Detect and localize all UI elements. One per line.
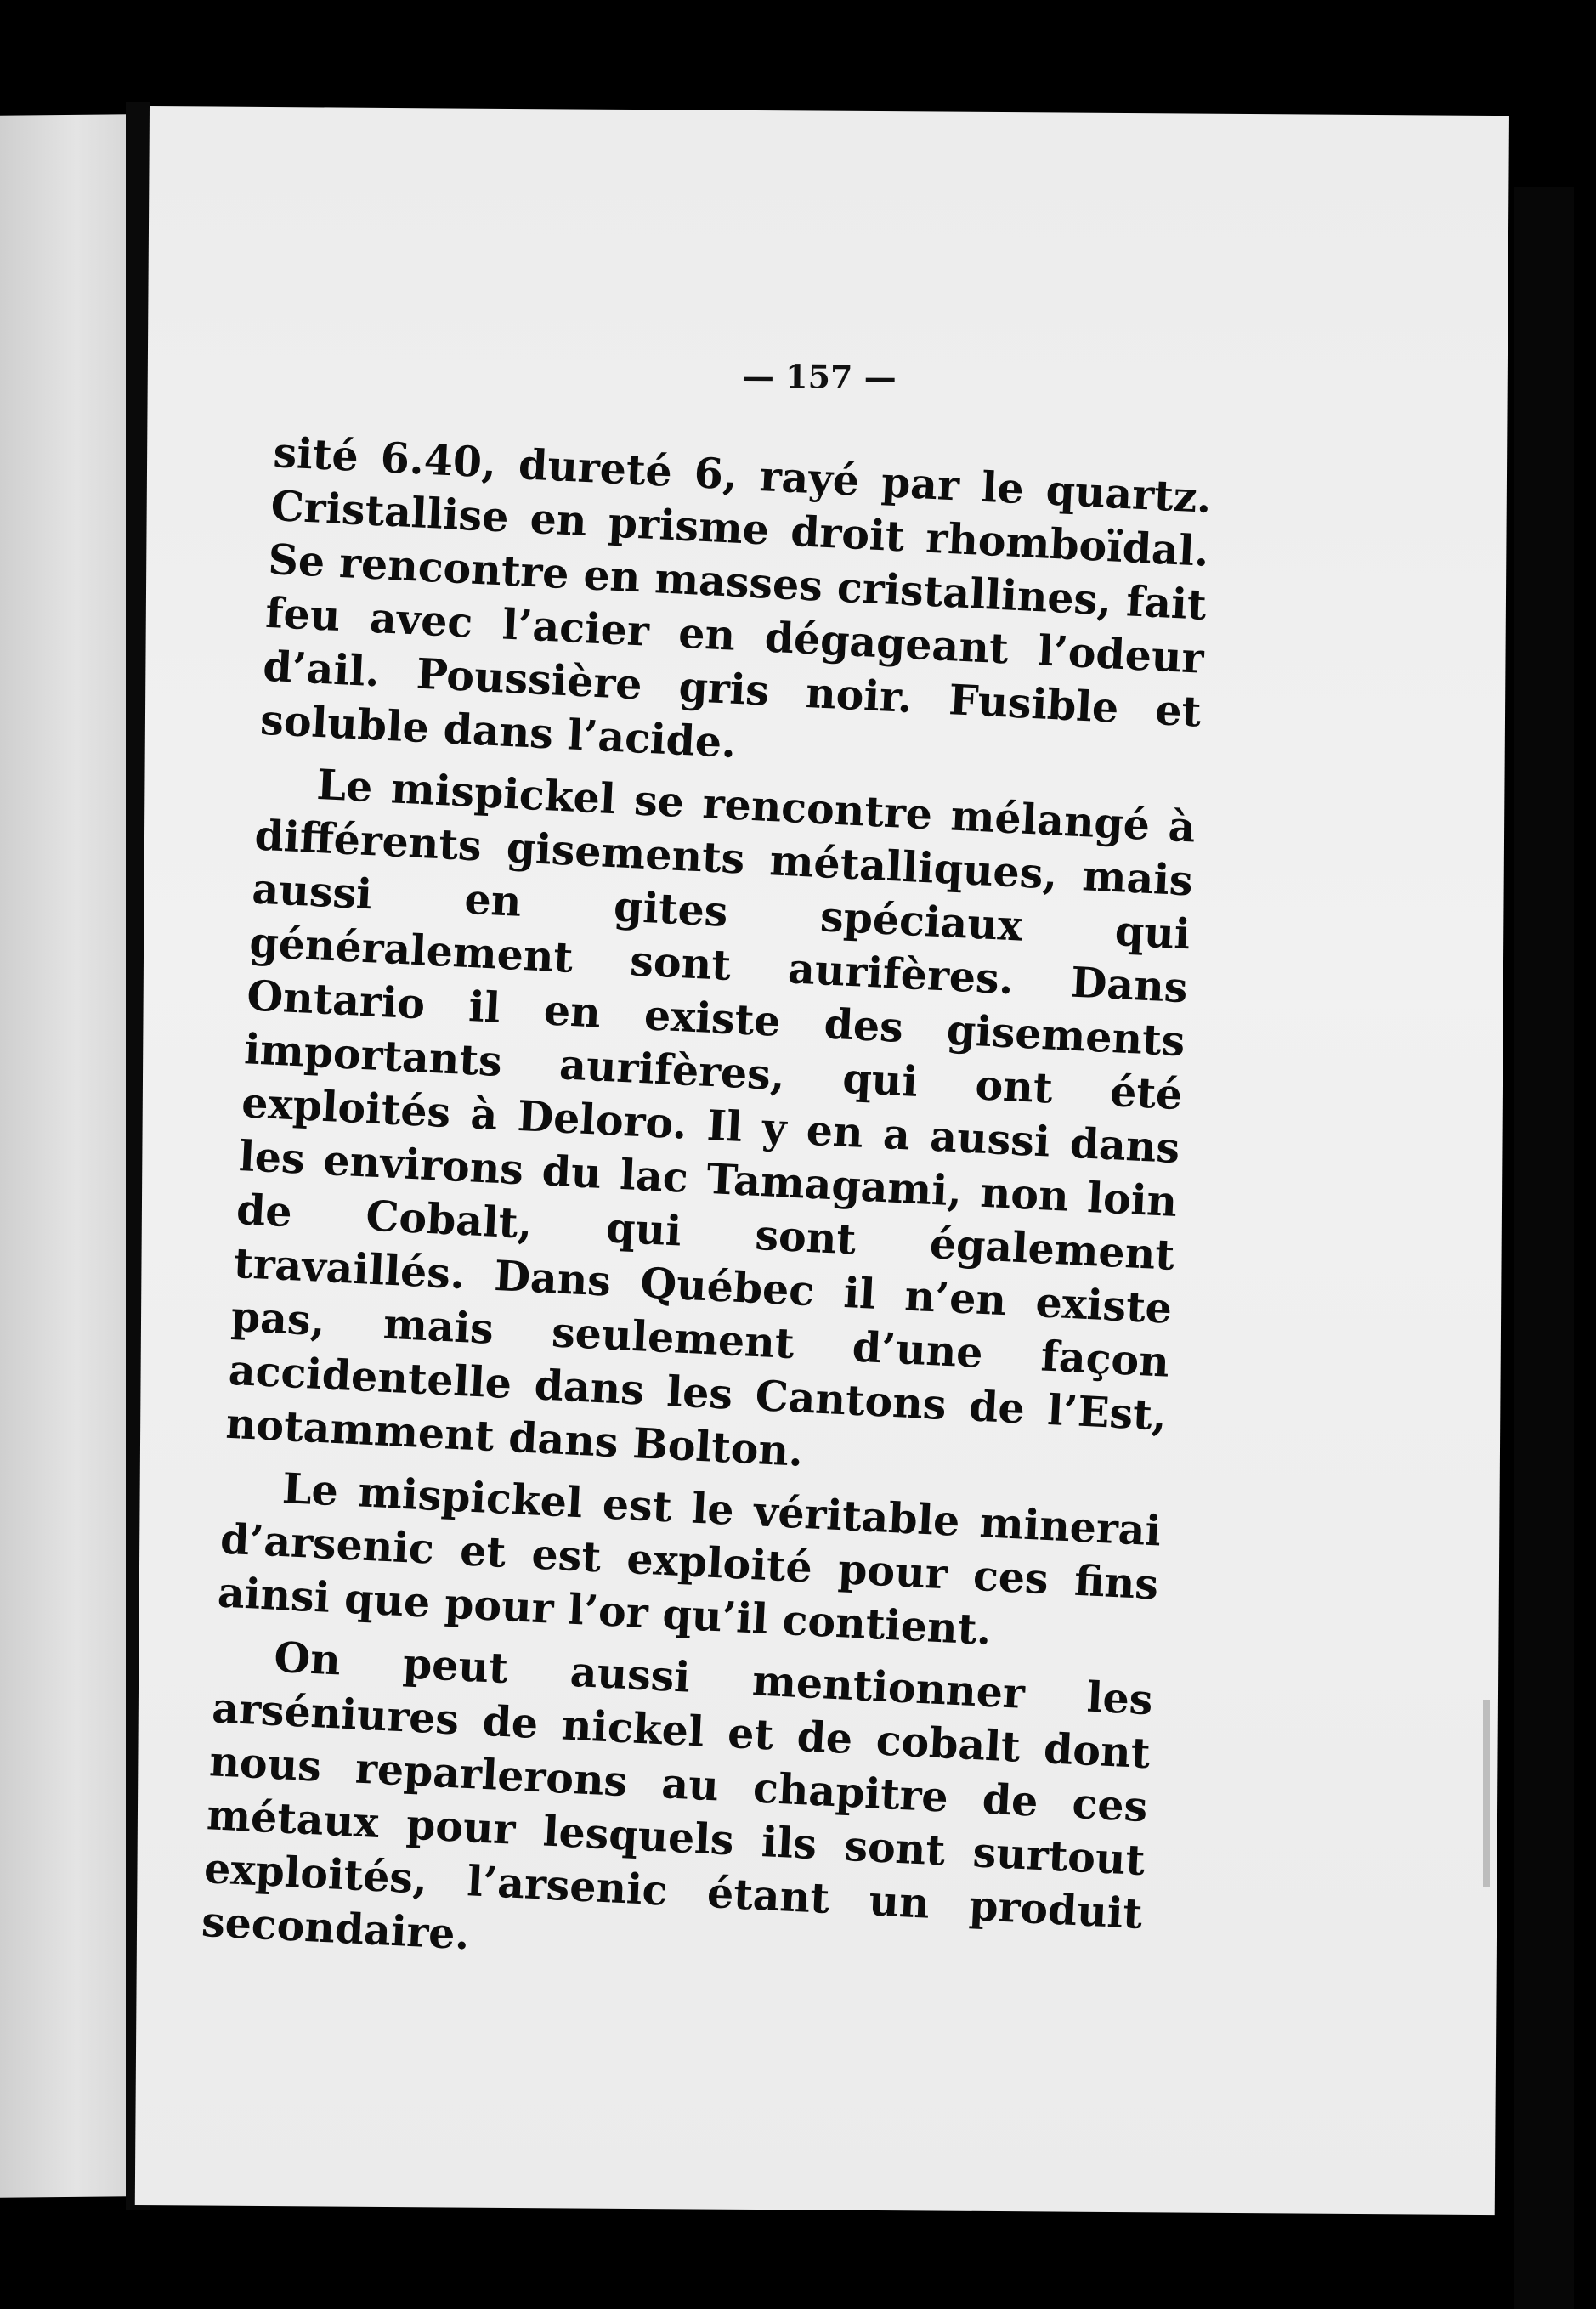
binding-mark [1483,1700,1490,1887]
page-number: — 157 — [741,356,897,397]
book-page [135,106,1509,2215]
page-body [200,426,1213,2003]
paragraph-4: On peut aussi mentionner les arséniures de nickel et de cobalt dont nous reparlerons au chapitre de ces métaux pour lesquels ils sont surtout exploités, l’arsenic étant un produit secondaire. [200,1632,1154,1960]
paragraph-2: Le mispickel se rencontre mélangé à différents gisements métalliques, mais aussi en gites spéciaux qui généralement sont aurifères. Dans Ontario il en existe des gisements importants aurifères, qui ont été exploités à Deloro. Il y en a aussi dans les environs du lac Tamagami, non loin de Cobalt, qui sont également travaillés. Dans Québec il n’en existe pas, mais seulement d’une façon accidentelle dans les Cantons de l’Est, notamment dans Bolton. [224,759,1197,1476]
scan-border [1514,187,1574,2309]
facing-page-edge [0,114,127,2198]
paragraph-1: sité 6.40, dureté 6, rayé par le quartz. Cristallise en prisme droit rhomboïdal. Se rencontre en masses cristallines, fait feu avec l’acier en dégageant l’odeur d’ail. Poussière gris noir. Fusible et soluble dans l’acide. [259,427,1213,767]
paragraph-3: Le mispickel est le véritable minerai d’arsenic et est exploité pour ces fins ainsi que pour l’or qu’il contient. [216,1463,1163,1655]
